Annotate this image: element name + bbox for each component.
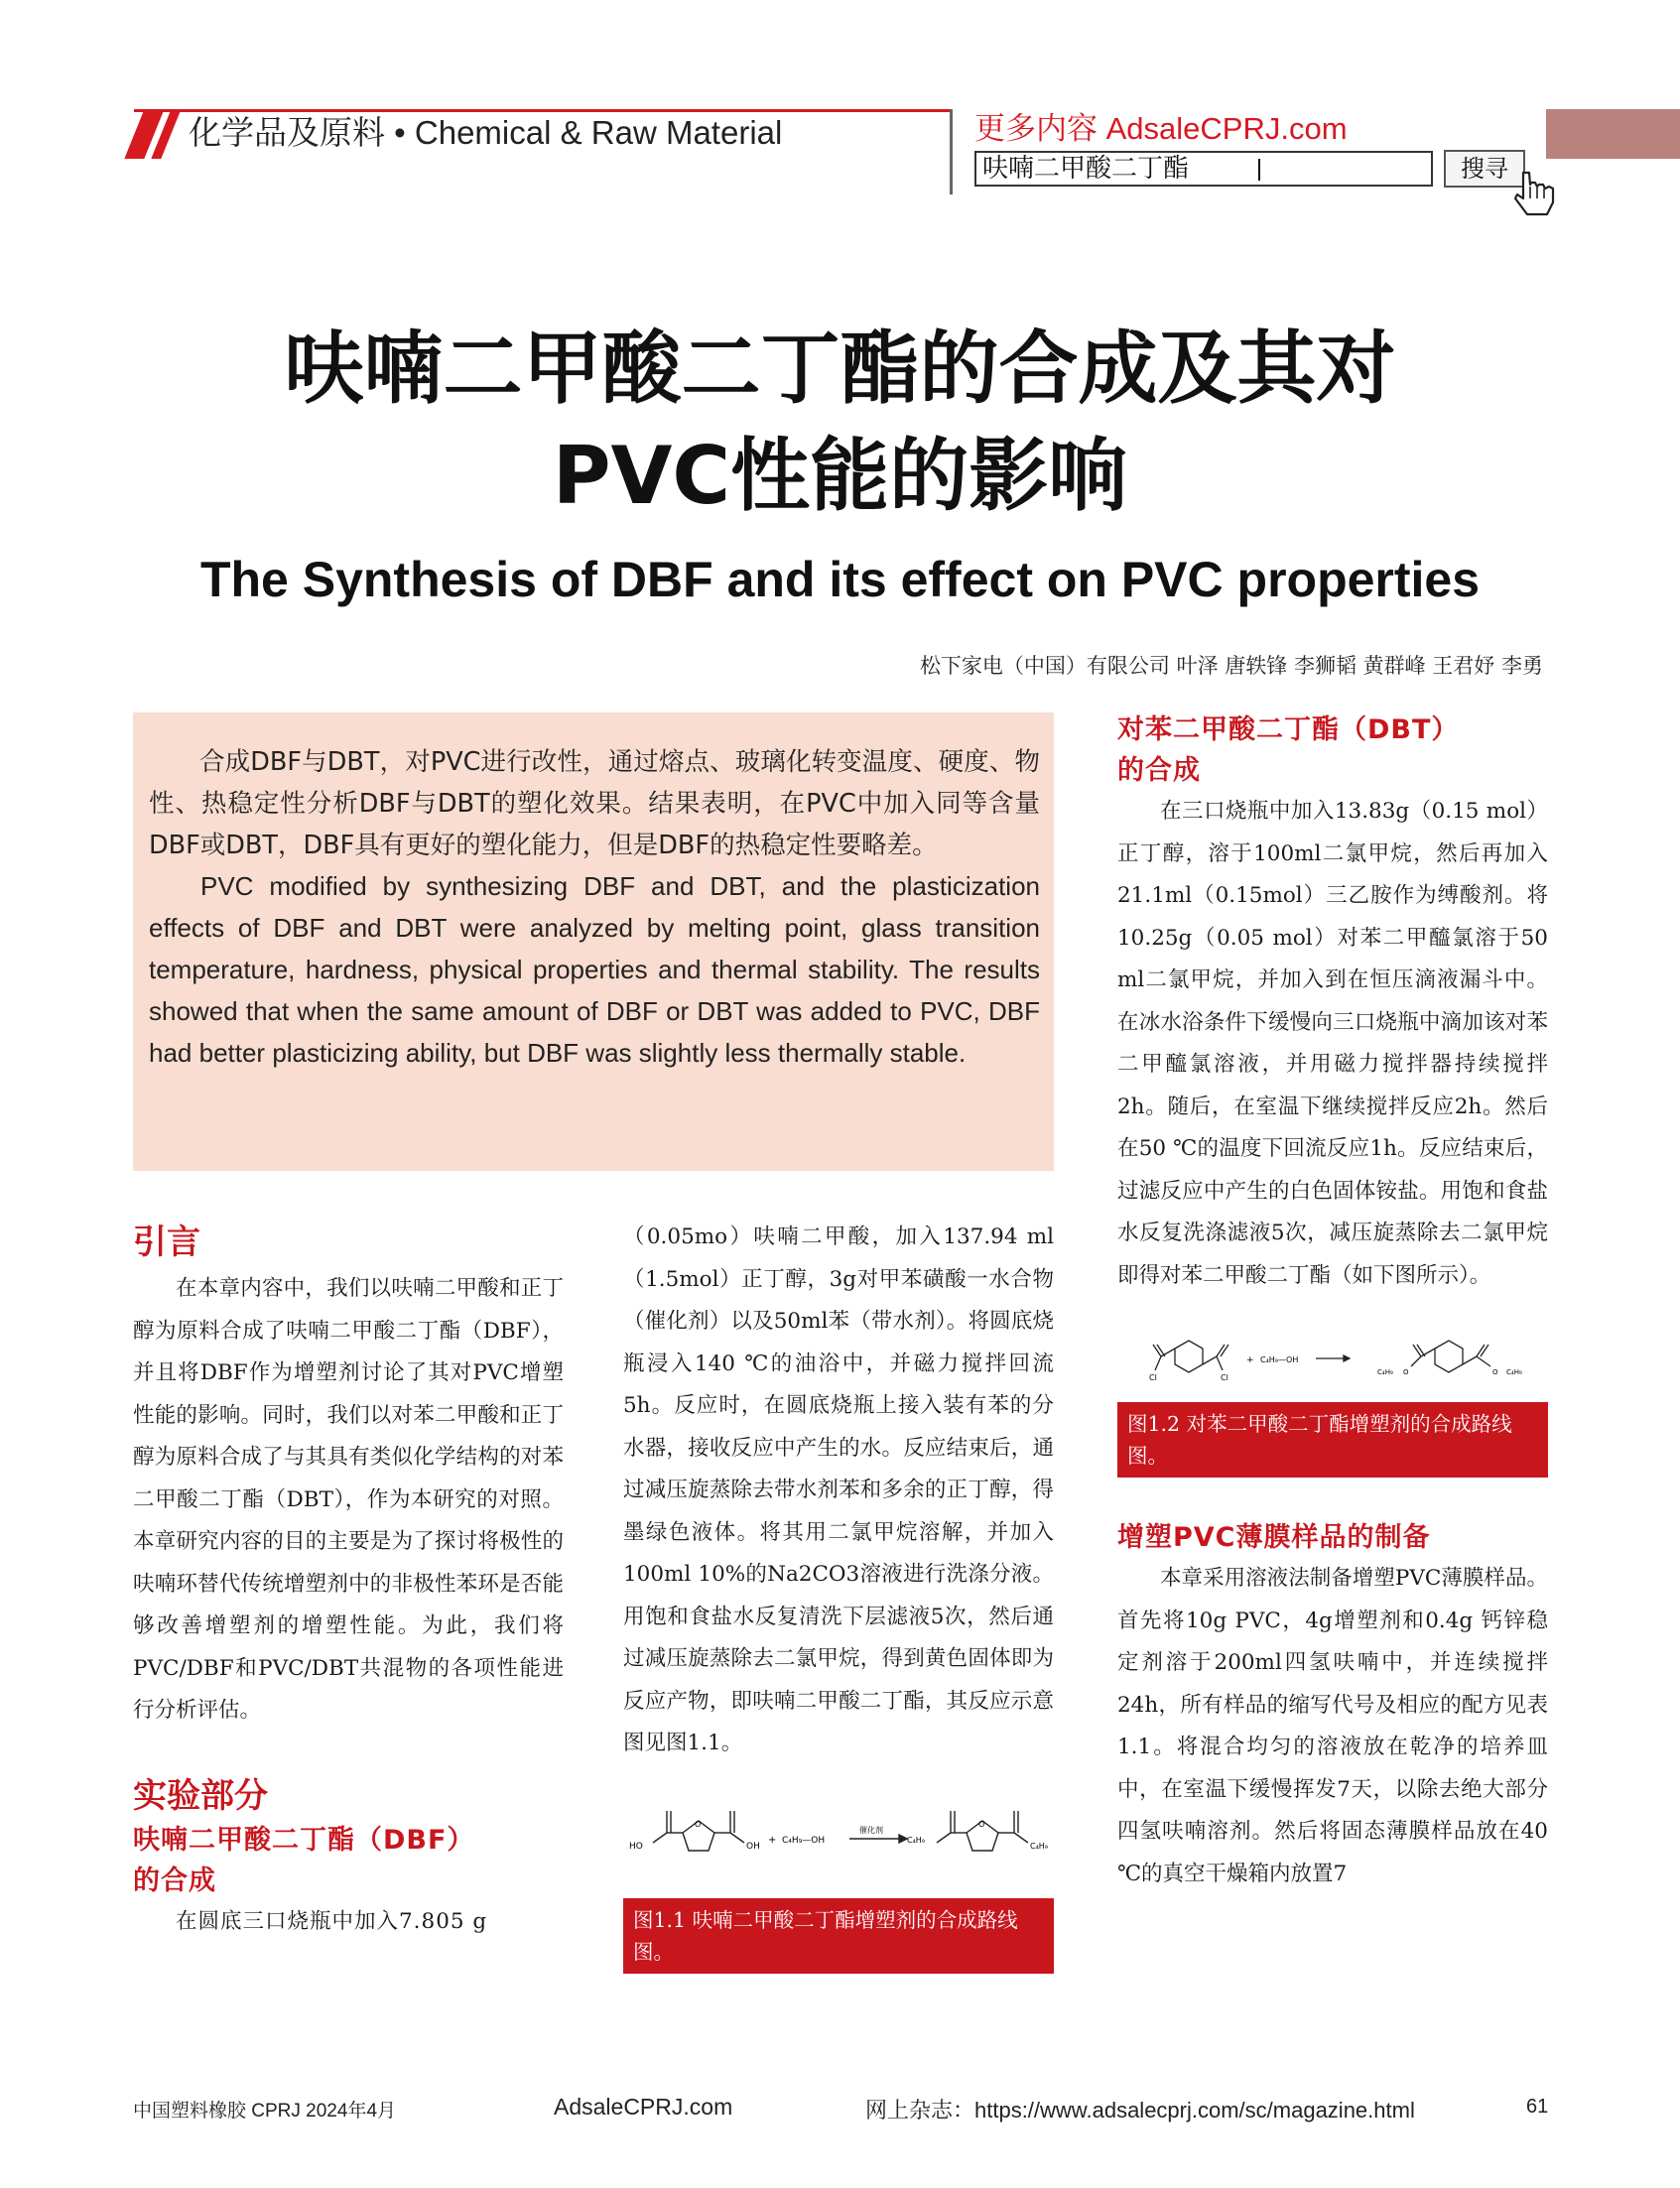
scheme2-c4h9-right: C₄H₉	[1506, 1368, 1522, 1376]
dbt-heading-line1: 对苯二甲酸二丁酯（DBT）	[1117, 714, 1460, 745]
title-cn-line2: PVC性能的影响	[552, 430, 1128, 522]
footer-journal: 中国塑料橡胶 CPRJ 2024年4月	[133, 2101, 397, 2122]
more-content-link[interactable]: 更多内容 AdsaleCPRJ.com	[974, 111, 1348, 146]
scheme2-cl-right: Cl	[1221, 1373, 1228, 1382]
figure-1-1-caption: 图1.1 呋喃二甲酸二丁酯增塑剂的合成路线图。	[623, 1898, 1054, 1974]
abstract-box	[133, 712, 1054, 1171]
scheme1-c4h9-right: C₄H₉	[1030, 1841, 1049, 1851]
column-right	[1117, 709, 1548, 1895]
scheme2-o-left: O	[1403, 1368, 1409, 1376]
title-cn-line1: 呋喃二甲酸二丁酯的合成及其对	[284, 322, 1396, 415]
footer-site-link[interactable]: AdsaleCPRJ.com	[554, 2094, 733, 2120]
dbf-paragraph-start: 在圆底三口烧瓶中加入7.805 g	[176, 1908, 488, 1934]
scheme2-o-right: O	[1492, 1368, 1498, 1376]
section-label: 化学品及原料 • Chemical & Raw Material	[189, 114, 783, 151]
abstract-cn: 合成DBF与DBT，对PVC进行改性，通过熔点、玻璃化转变温度、硬度、物性、热稳定性分析DBF与DBT的塑化效果。结果表明，在PVC中加入同等含量DBF或DBT，DBF具有更好的塑化能力，但是DBF的热稳定性要略差。	[149, 747, 1040, 860]
figure-1-2-caption: 图1.2 对苯二甲酸二丁酯增塑剂的合成路线图。	[1117, 1402, 1548, 1478]
scheme1-ring-o: O	[695, 1819, 702, 1829]
title-english: The Synthesis of DBF and its effect on PVC properties	[199, 552, 1481, 607]
scheme2-butanol: C₄H₉—OH	[1260, 1355, 1299, 1364]
abstract-en: PVC modified by synthesizing DBF and DBT, and the plasticization effects of DBF and DBT were analyzed by melting point, glass transition temperature, hardness, physical properties and thermal stability. The results showed that when the same amount of DBF or DBT was added to PVC, DBF had better plasticizing ability, but DBF was slightly less thermally stable.	[149, 871, 1040, 1068]
scheme1-oh: OH	[746, 1841, 760, 1852]
text-cursor	[1258, 159, 1260, 181]
column-middle	[623, 1217, 1054, 1974]
film-paragraph: 本章采用溶液法制备增塑PVC薄膜样品。首先将10g PVC，4g增塑剂和0.4g 钙锌稳定剂溶于200ml四氢呋喃中，并连续搅拌24h，所有样品的缩写代号及相应的配方见表1.1。将混合均匀的溶液放在乾净的培养皿中，在室温下缓慢挥发7天，以除去绝大部分四氢呋喃溶剂。然后将固态薄膜样品放在40 ℃的真空干燥箱内放置7	[1117, 1566, 1548, 1886]
scheme1-plus: +	[768, 1834, 777, 1846]
dbt-reaction-scheme	[1117, 1319, 1548, 1398]
intro-heading: 引言	[133, 1223, 200, 1262]
search-input[interactable]	[974, 151, 1433, 187]
search-button[interactable]: 搜寻	[1444, 150, 1525, 188]
dbf-reaction-scheme	[623, 1781, 1054, 1890]
dbf-heading-line1: 呋喃二甲酸二丁酯（DBF）	[133, 1824, 475, 1856]
dbf-paragraph-continued: （0.05mo）呋喃二甲酸，加入137.94 ml（1.5mol）正丁醇，3g对甲苯磺酸一水合物（催化剂）以及50ml苯（带水剂）。将圆底烧瓶浸入140 ℃的油浴中，并磁力搅拌回流5h。反应时，在圆底烧瓶上接入装有苯的分水器，接收反应中产生的水。反应结束后，通过减压旋蒸除去带水剂苯和多余的正丁醇，得墨绿色液体。将其用二氯甲烷溶解，并加入100ml 10%的Na2CO3溶液进行洗涤分液。用饱和食盐水反复清洗下层滤液5次，然后通过减压旋蒸除去二氯甲烷，得到黄色固体即为反应产物，即呋喃二甲酸二丁酯，其反应示意图见图1.1。	[623, 1224, 1054, 1755]
search-query-text: 呋喃二甲酸二丁酯	[982, 154, 1190, 184]
header-divider	[950, 109, 953, 194]
authors-line: 松下家电（中国）有限公司 叶泽 唐轶锋 李狮韬 黄群峰 王君妤 李勇	[919, 654, 1543, 678]
scheme1-butanol: C₄H₉—OH	[782, 1835, 826, 1846]
header-corner-block	[1546, 109, 1680, 159]
hand-pointer-icon	[1513, 169, 1561, 220]
dbt-synthesis-heading	[1117, 709, 1548, 791]
scheme2-c4h9-left: C₄H₉	[1377, 1368, 1393, 1376]
film-preparation-heading: 增塑PVC薄膜样品的制备	[1117, 1522, 1431, 1553]
scheme1-c4h9-left: C₄H₉	[907, 1835, 926, 1845]
page-number: 61	[1526, 2096, 1549, 2118]
scheme1-catalyst: 催化剂	[859, 1825, 883, 1835]
page-title	[0, 316, 1680, 530]
scheme2-cl-left: Cl	[1149, 1373, 1157, 1382]
scheme2-plus: +	[1246, 1355, 1254, 1365]
footer-online-magazine-link[interactable]: 网上杂志：https://www.adsalecprj.com/sc/magazine.html	[865, 2098, 1415, 2123]
dbf-synthesis-heading	[133, 1820, 564, 1901]
scheme1-product-o: O	[978, 1819, 985, 1829]
experimental-heading: 实验部分	[133, 1775, 268, 1816]
scheme1-ho: HO	[629, 1841, 643, 1852]
dbt-paragraph: 在三口烧瓶中加入13.83g（0.15 mol）正丁醇，溶于100ml二氯甲烷，然后再加入21.1ml（0.15mol）三乙胺作为缚酸剂。将10.25g（0.05 mol）对苯二甲醯氯溶于50 ml二氯甲烷，并加入到在恒压滴液漏斗中。在冰水浴条件下缓慢向三口烧瓶中滴加该对苯二甲醯氯溶液，并用磁力搅拌器持续搅拌2h。随后，在室温下继续搅拌反应2h。然后在50 ℃的温度下回流反应1h。反应结束后，过滤反应中产生的白色固体铵盐。用饱和食盐水反复洗涤滤液5次，减压旋蒸除去二氯甲烷即得对苯二甲酸二丁酯（如下图所示）。	[1117, 799, 1548, 1288]
dbf-heading-line2: 的合成	[133, 1865, 216, 1896]
intro-paragraph: 在本章内容中，我们以呋喃二甲酸和正丁醇为原料合成了呋喃二甲酸二丁酯（DBF），并且将DBF作为增塑剂讨论了其对PVC增塑性能的影响。同时，我们以对苯二甲酸和正丁醇为原料合成了与其具有类似化学结构的对苯二甲酸二丁酯（DBT），作为本研究的对照。本章研究内容的目的主要是为了探讨将极性的呋喃环替代传统增塑剂中的非极性苯环是否能够改善增塑剂的增塑性能。为此，我们将PVC/DBF和PVC/DBT共混物的各项性能进行分析评估。	[133, 1276, 564, 1723]
dbt-heading-line2: 的合成	[1117, 755, 1201, 786]
column-left	[133, 1219, 564, 1943]
